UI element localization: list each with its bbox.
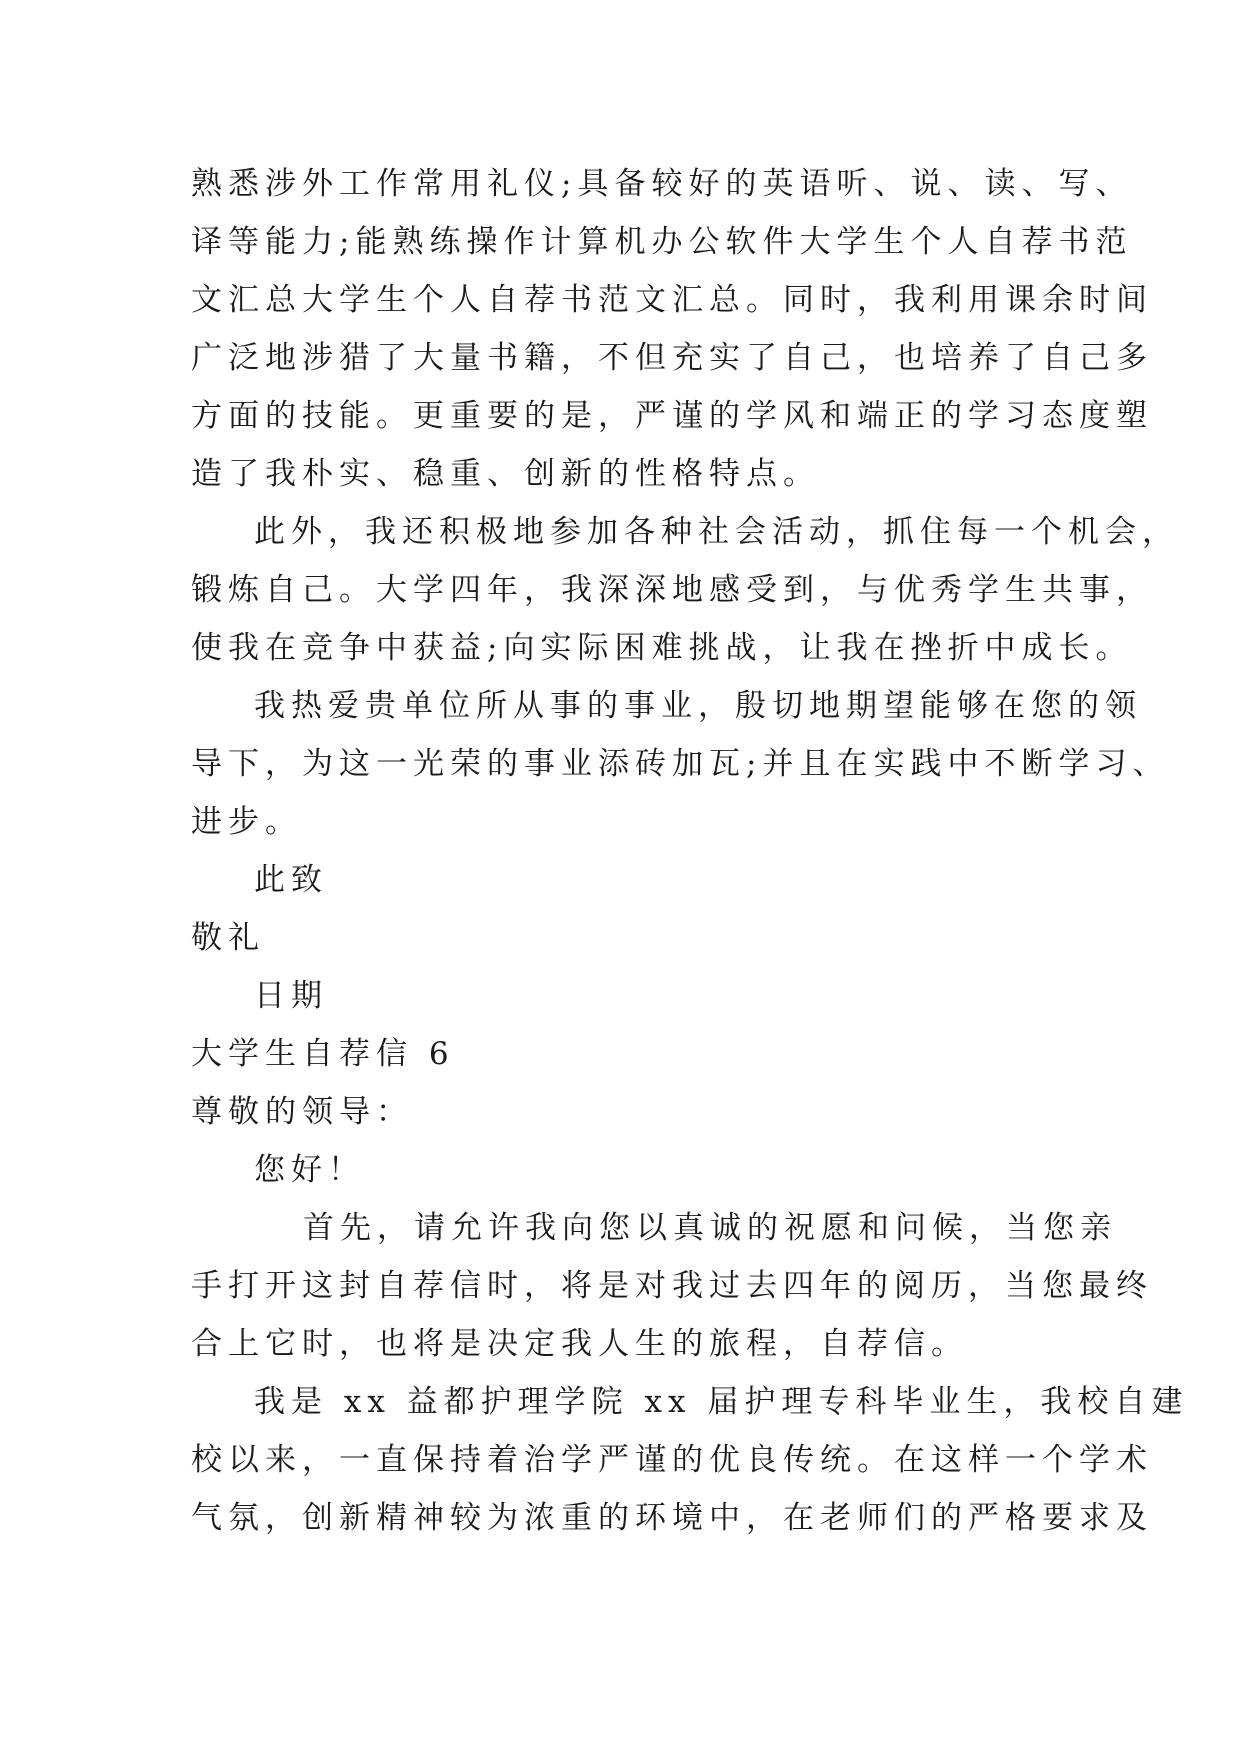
text-line: 手打开这封自荐信时，将是对我过去四年的阅历，当您最终 (191, 1268, 1153, 1304)
text-line: 导下，为这一光荣的事业添砖加瓦;并且在实践中不断学习、 (191, 746, 1170, 782)
text-line: 方面的技能。更重要的是，严谨的学风和端正的学习态度塑 (191, 398, 1153, 434)
text-line: 锻炼自己。大学四年，我深深地感受到，与优秀学生共事， (191, 572, 1153, 608)
text-line: 气氛，创新精神较为浓重的环境中，在老师们的严格要求及 (191, 1500, 1153, 1536)
paragraph-start-line: 我是 xx 益都护理学院 xx 届护理专科毕业生，我校自建 (254, 1384, 1189, 1420)
text-line: 使我在竞争中获益;向实际困难挑战，让我在挫折中成长。 (191, 630, 1133, 666)
paragraph-start-line: 首先，请允许我向您以真诚的祝愿和问候，当您亲 (303, 1210, 1117, 1246)
greeting-hello: 您好！ (254, 1152, 365, 1188)
letter-body (191, 155, 1189, 1547)
paragraph-start-line: 此外，我还积极地参加各种社会活动，抓住每一个机会， (254, 514, 1179, 550)
text-line: 广泛地涉猎了大量书籍，不但充实了自己，也培养了自己多 (191, 340, 1153, 376)
text-line: 合上它时，也将是决定我人生的旅程，自荐信。 (191, 1326, 968, 1362)
greeting-recipient: 尊敬的领导： (191, 1094, 413, 1130)
text-line: 译等能力;能熟练操作计算机办公软件大学生个人自荐书范 (191, 224, 1133, 260)
text-line: 造了我朴实、稳重、创新的性格特点。 (191, 456, 820, 492)
paragraph-start-line: 我热爱贵单位所从事的事业，殷切地期望能够在您的领 (254, 688, 1142, 724)
date-label: 日期 (254, 978, 328, 1014)
closing-regards: 敬礼 (191, 920, 265, 956)
text-line: 文汇总大学生个人自荐书范文汇总。同时，我利用课余时间 (191, 282, 1153, 318)
text-line: 进步。 (191, 804, 302, 840)
text-line: 熟悉涉外工作常用礼仪;具备较好的英语听、说、读、写、 (191, 166, 1133, 202)
closing-salutation: 此致 (254, 862, 328, 898)
text-line: 校以来，一直保持着治学严谨的优良传统。在这样一个学术 (191, 1442, 1153, 1478)
section-heading: 大学生自荐信 6 (191, 1036, 455, 1072)
